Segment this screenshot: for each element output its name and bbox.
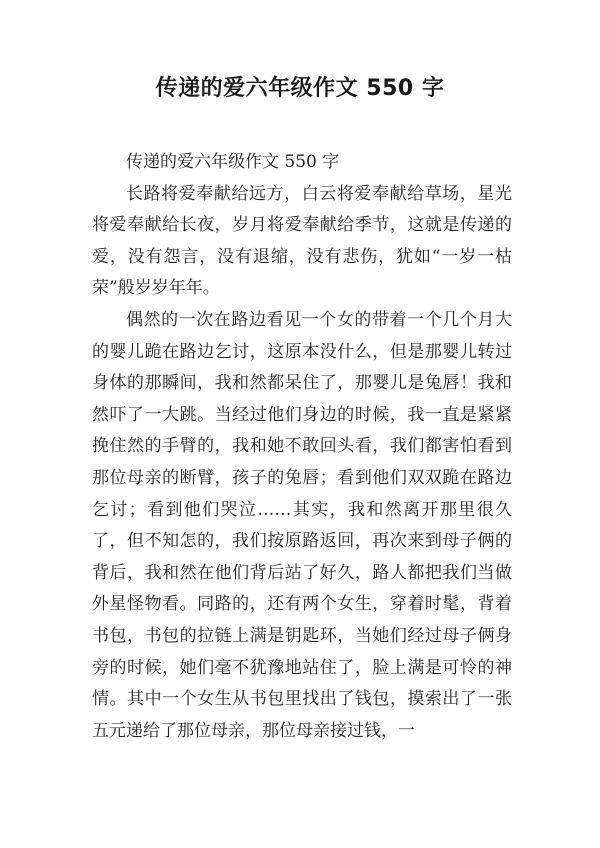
paragraph-intro: 长路将爱奉献给远方，白云将爱奉献给草场，星光将爱奉献给长夜，岁月将爱奉献给季节，这就是传递的爱，没有怨言，没有退缩，没有悲伤，犹如“一岁一枯荣”般岁岁年年。	[92, 183, 512, 299]
document-body	[92, 147, 512, 747]
document-title: 传递的爱六年级作文 550 字	[155, 76, 445, 101]
paragraph-story: 偶然的一次在路边看见一个女的带着一个几个月大的婴儿跪在路边乞讨，这原本没什么，但是那婴儿转过身体的那瞬间，我和然都呆住了，那婴儿是兔唇！我和然吓了一大跳。当经过他们身边的时候，我一直是紧紧挽住然的手臂的，我和她不敢回头看，我们都害怕看到那位母亲的断臂，孩子的兔唇；看到他们双双跪在路边乞讨；看到他们哭泣……其实，我和然离开那里很久了，但不知怎的，我们按原路返回，再次来到母子俩的背后，我和然在他们背后站了好久，路人都把我们当做外星怪物看。同路的，还有两个女生，穿着时髦，背着书包，书包的拉链上满是钥匙环，当她们经过母子俩身旁的时候，她们毫不犹豫地站住了，脸上满是可怜的神情。其中一个女生从书包里找出了钱包，摸索出了一张五元递给了那位母亲，那位母亲接过钱，一	[92, 309, 512, 741]
paragraph-subtitle: 传递的爱六年级作文 550 字	[126, 152, 340, 172]
